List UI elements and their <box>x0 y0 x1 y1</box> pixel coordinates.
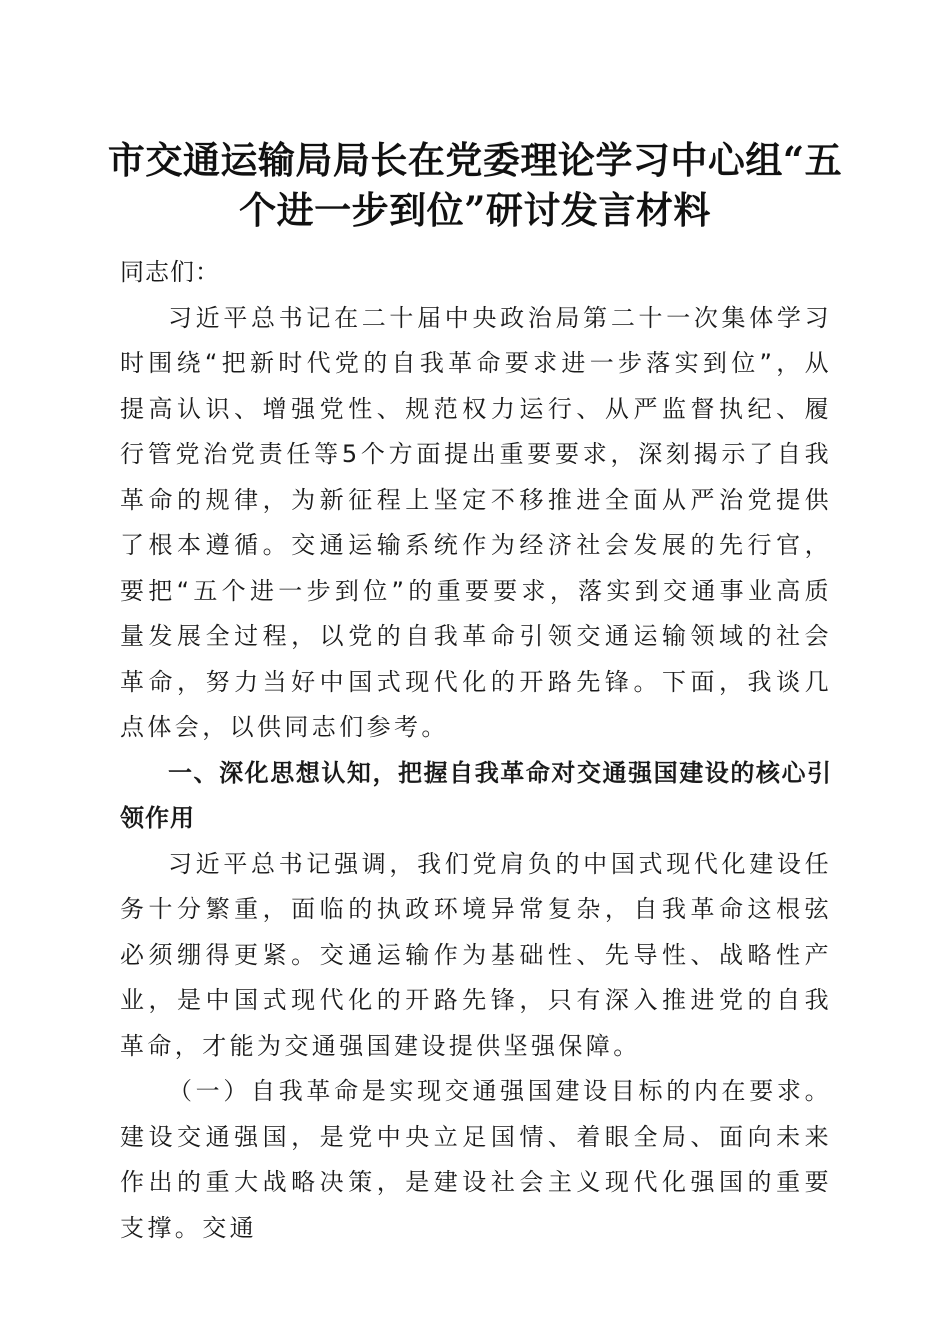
title-line-2: 个进一步到位”研讨发言材料 <box>239 188 711 232</box>
document-title <box>100 135 850 235</box>
subsection-1-text: 建设交通强国，是党中央立足国情、着眼全局、面向未来作出的重大战略决策，是建设社会主义现代化强国的重要支撑。交通 <box>120 1122 832 1242</box>
paragraph-subsection-1 <box>120 1069 832 1251</box>
paragraph-intro: 习近平总书记在二十届中央政治局第二十一次集体学习时围绕“把新时代党的自我革命要求进一步落实到位”，从提高认识、增强党性、规范权力运行、从严监督执纪、履行管党治党责任等5个方面提出重要要求，深刻揭示了自我革命的规律，为新征程上坚定不移推进全面从严治党提供了根本遵循。交通运输系统作为经济社会发展的先行官，要把“五个进一步到位”的重要要求，落实到交通事业高质量发展全过程，以党的自我革命引领交通运输领域的社会革命，努力当好中国式现代化的开路先锋。下面，我谈几点体会，以供同志们参考。 <box>120 303 832 741</box>
paragraph-section-1: 习近平总书记强调，我们党肩负的中国式现代化建设任务十分繁重，面临的执政环境异常复杂，自我革命这根弦必须绷得更紧。交通运输作为基础性、先导性、战略性产业，是中国式现代化的开路先锋，只有深入推进党的自我革命，才能为交通强国建设提供坚强保障。 <box>120 849 832 1060</box>
title-line-1: 市交通运输局局长在党委理论学习中心组“五 <box>107 138 843 182</box>
section-heading-1: 一、深化思想认知，把握自我革命对交通强国建设的核心引领作用 <box>120 758 832 832</box>
document-body <box>120 250 832 1251</box>
subheading-1: （一）自我革命是实现交通强国建设目标的内在要求。 <box>168 1077 832 1105</box>
salutation: 同志们： <box>120 258 220 286</box>
